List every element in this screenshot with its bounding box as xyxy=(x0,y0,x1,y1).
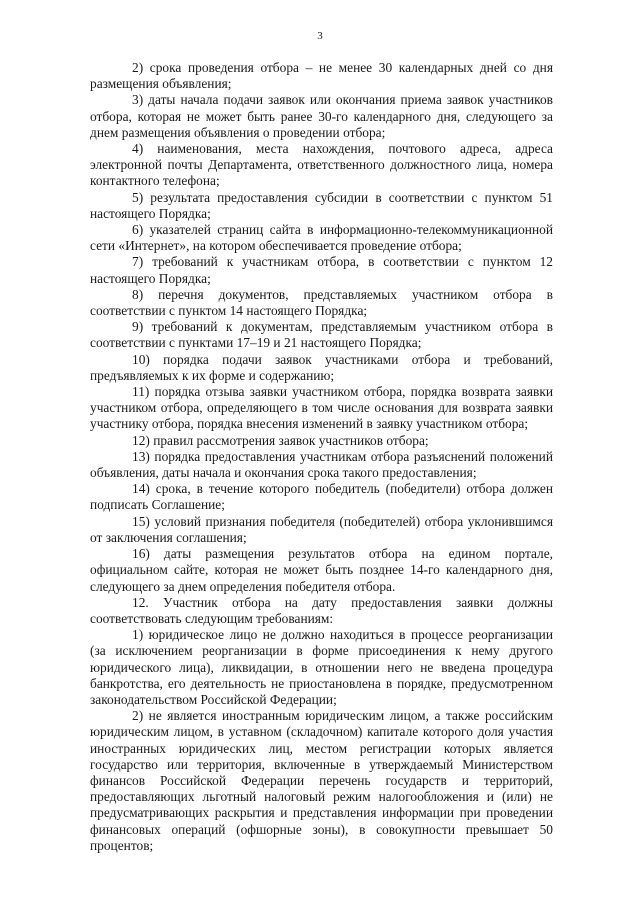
paragraph-item-16: 16) даты размещения результатов отбора на едином портале, официальном сайте, которая не может быть позднее 14-го календарного дня, следующего за днем определения победителя отбора. xyxy=(90,546,553,594)
paragraph-item-14: 14) срока, в течение которого победитель (победители) отбора должен подписать Соглашение; xyxy=(90,481,553,513)
paragraph-item-6: 6) указателей страниц сайта в информационно-телекоммуникационной сети «Интернет», на котором обеспечивается проведение отбора; xyxy=(90,222,553,254)
requirement-item-2: 2) не является иностранным юридическим лицом, а также российским юридическим лицом, в уставном (складочном) капитале которого доля участия иностранных юридических лиц, местом регистрации которых является государство или территория, включенные в утверждаемый Министерством финансов Российской Федерации перечень государств и территорий, предоставляющих льготный налоговый режим налогообложения и (или) не предусматривающих раскрытия и представления информации при проведении финансовых операций (офшорные зоны), в совокупности превышает 50 процентов; xyxy=(90,708,553,853)
paragraph-item-12: 12) правил рассмотрения заявок участников отбора; xyxy=(132,432,429,448)
paragraph-item-15: 15) условий признания победителя (победителей) отбора уклонившимся от заключения соглашения; xyxy=(90,513,553,545)
paragraph-item-3: 3) даты начала подачи заявок или окончания приема заявок участников отбора, которая не может быть ранее 30-го календарного дня, следующего за днем размещения объявления о проведении отбора; xyxy=(90,92,553,140)
paragraph-item-5: 5) результата предоставления субсидии в соответствии с пунктом 51 настоящего Порядка; xyxy=(90,189,553,221)
document-body xyxy=(90,60,553,854)
paragraph-item-7: 7) требований к участникам отбора, в соответствии с пунктом 12 настоящего Порядка; xyxy=(90,254,553,286)
paragraph-item-4: 4) наименования, места нахождения, почтового адреса, адреса электронной почты Департамента, ответственного должностного лица, номера контактного телефона; xyxy=(90,141,553,189)
paragraph-item-10: 10) порядка подачи заявок участниками отбора и требований, предъявляемых к их форме и содержанию; xyxy=(90,351,553,383)
requirement-item-1: 1) юридическое лицо не должно находиться в процессе реорганизации (за исключением реорганизации в форме присоединения к нему другого юридического лица), ликвидации, в отношении него не введена процедура банкротства, его деятельность не приостановлена в порядке, предусмотренном законодательством Российской Федерации; xyxy=(90,627,553,707)
paragraph-item-9: 9) требований к документам, представляемым участником отбора в соответствии с пунктами 17–19 и 21 настоящего Порядка; xyxy=(90,319,553,351)
page-number: 3 xyxy=(317,30,323,42)
paragraph-item-11: 11) порядка отзыва заявки участником отбора, порядка возврата заявки участником отбора, определяющего в том числе основания для возврата заявки участнику отбора, порядка внесения изменений в заявку участником отбора; xyxy=(90,384,553,432)
paragraph-item-8: 8) перечня документов, представляемых участником отбора в соответствии с пунктом 14 настоящего Порядка; xyxy=(90,286,553,319)
section-12-heading-paragraph: 12. Участник отбора на дату предоставления заявки должны соответствовать следующим требованиям: xyxy=(90,594,553,626)
paragraph-item-2: 2) срока проведения отбора – не менее 30 календарных дней со дня размещения объявления; xyxy=(90,60,553,92)
paragraph-item-13: 13) порядка предоставления участникам отбора разъяснений положений объявления, даты начала и окончания срока такого предоставления; xyxy=(90,448,553,481)
